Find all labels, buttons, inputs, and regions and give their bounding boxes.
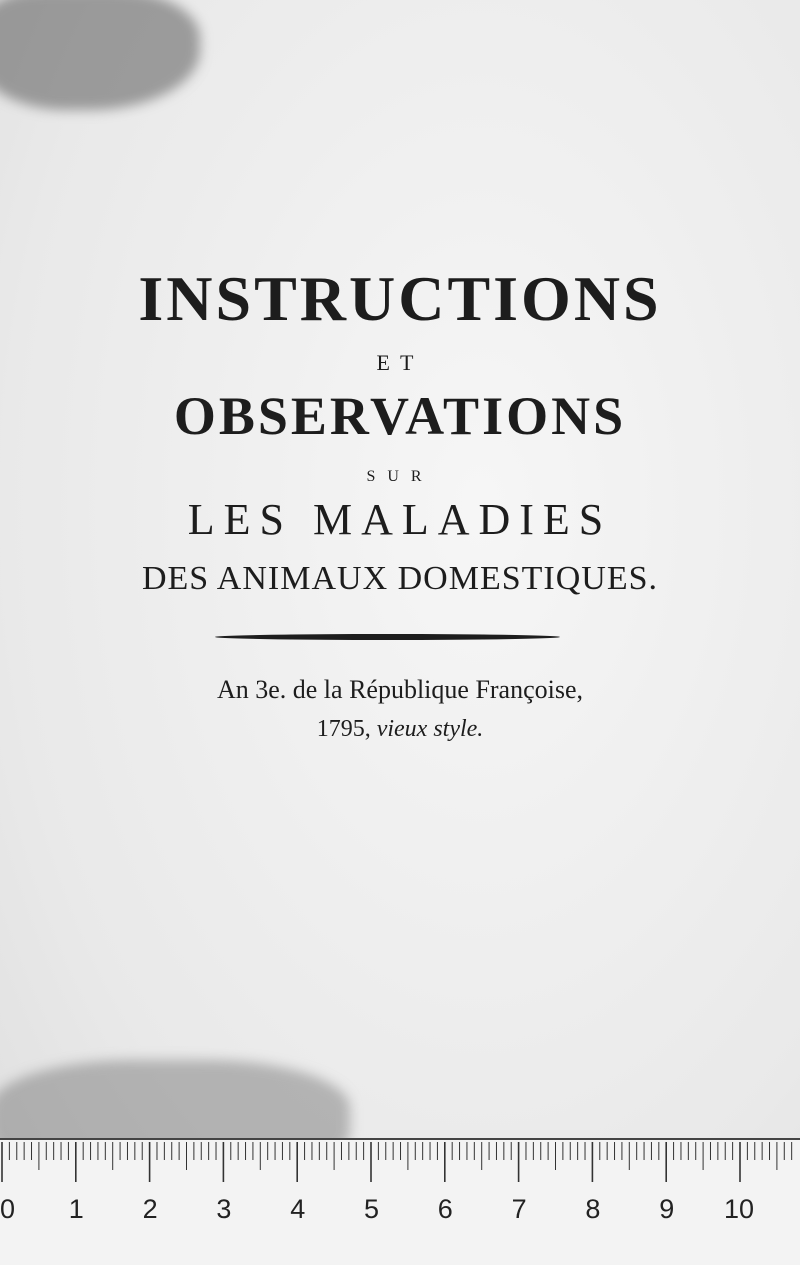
decorative-rule	[215, 634, 560, 640]
imprint-year-line	[0, 716, 800, 743]
imprint-style: vieux style.	[376, 716, 484, 742]
ruler-label: 7	[511, 1194, 527, 1224]
imprint-date-line: An 3e. de la République Françoise,	[216, 675, 584, 704]
title-observations: OBSERVATIONS	[173, 386, 627, 446]
title-animaux-domestiques: DES ANIMAUX DOMESTIQUES.	[141, 560, 659, 597]
ruler-label: 10	[724, 1194, 755, 1224]
stain-top-left	[0, 0, 200, 110]
ruler-label: 0	[0, 1194, 16, 1224]
ruler-label: 4	[290, 1194, 306, 1224]
ruler-label: 5	[364, 1194, 380, 1224]
ruler-ticks	[0, 1140, 800, 1200]
ruler-label: 1	[68, 1194, 84, 1224]
title-instructions: INSTRUCTIONS	[138, 263, 662, 334]
ruler-label: 3	[216, 1194, 232, 1224]
ruler-label: 6	[437, 1194, 453, 1224]
measuring-ruler	[0, 1138, 800, 1265]
title-et: ET	[376, 350, 424, 375]
ruler-label: 2	[142, 1194, 158, 1224]
title-maladies: LES MALADIES	[187, 495, 613, 544]
ruler-label: 9	[659, 1194, 675, 1224]
imprint-year: 1795,	[316, 716, 371, 742]
title-sur: SUR	[366, 468, 434, 485]
ruler-label: 8	[585, 1194, 601, 1224]
